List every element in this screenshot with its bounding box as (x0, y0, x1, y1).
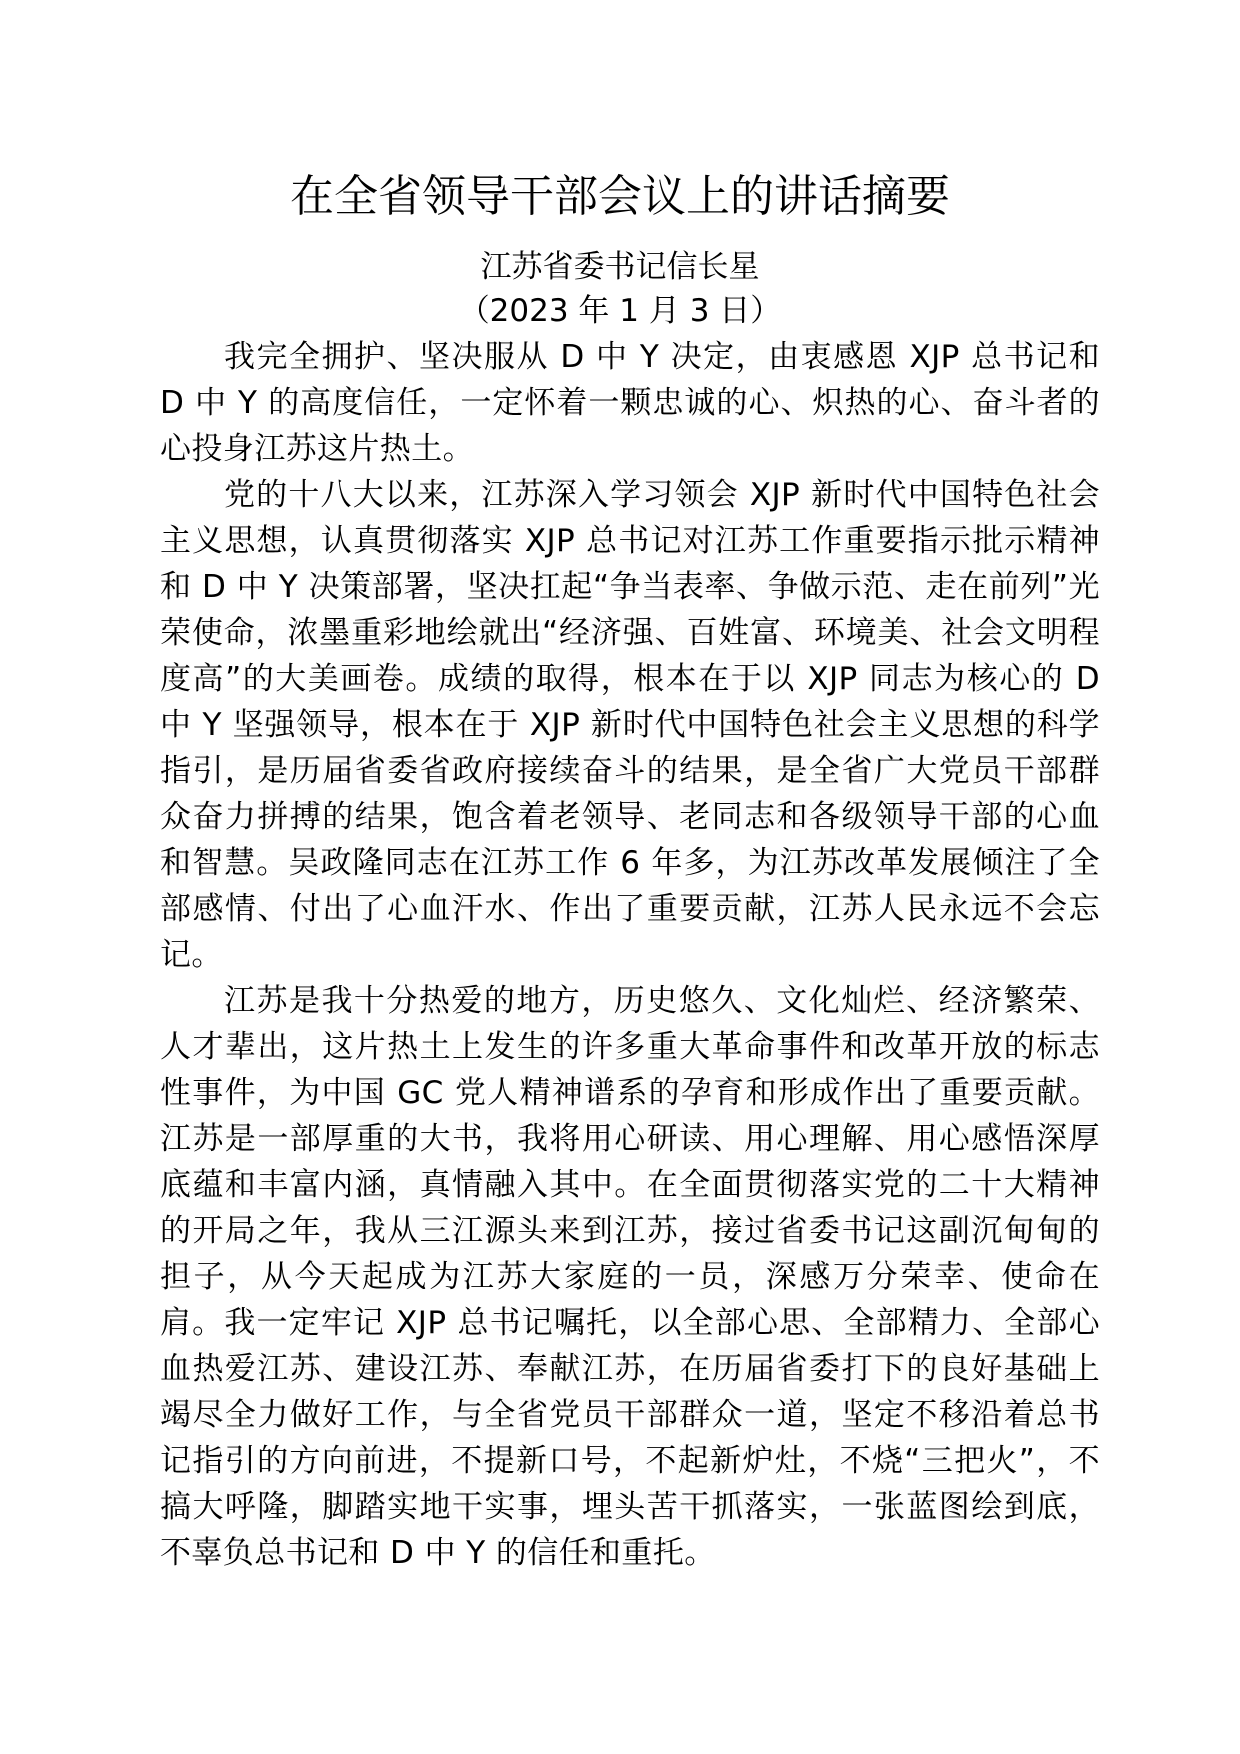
document-body (160, 334, 1100, 1576)
document-author: 江苏省委书记信长星 (480, 249, 760, 285)
paragraph: 党的十八大以来，江苏深入学习领会 XJP 新时代中国特色社会主义思想，认真贯彻落实 XJP 总书记对江苏工作重要指示批示精神和 D 中 Y 决策部署，坚决扛起“争当表率、争做示范、走在前列”光荣使命，浓墨重彩地绘就出“经济强、百姓富、环境美、社会文明程度高”的大美画卷。成绩的取得，根本在于以 XJP 同志为核心的 D 中 Y 坚强领导，根本在于 XJP 新时代中国特色社会主义思想的科学指引，是历届省委省政府接续奋斗的结果，是全省广大党员干部群众奋力拼搏的结果，饱含着老领导、老同志和各级领导干部的心血和智慧。吴政隆同志在江苏工作 6 年多，为江苏改革发展倾注了全部感情、付出了心血汗水、作出了重要贡献，江苏人民永远不会忘记。 (160, 477, 1101, 973)
paragraph: 我完全拥护、坚决服从 D 中 Y 决定，由衷感恩 XJP 总书记和 D 中 Y 的高度信任，一定怀着一颗忠诚的心、炽热的心、奋斗者的心投身江苏这片热土。 (160, 339, 1100, 467)
document-date: （2023 年 1 月 3 日） (458, 293, 782, 329)
paragraph: 江苏是我十分热爱的地方，历史悠久、文化灿烂、经济繁荣、人才辈出，这片热土上发生的许多重大革命事件和改革开放的标志性事件，为中国 GC 党人精神谱系的孕育和形成作出了重要贡献。江苏是一部厚重的大书，我将用心研读、用心理解、用心感悟深厚底蕴和丰富内涵，真情融入其中。在全面贯彻落实党的二十大精神的开局之年，我从三江源头来到江苏，接过省委书记这副沉甸甸的担子，从今天起成为江苏大家庭的一员，深感万分荣幸、使命在肩。我一定牢记 XJP 总书记嘱托，以全部心思、全部精力、全部心血热爱江苏、建设江苏、奉献江苏，在历届省委打下的良好基础上竭尽全力做好工作，与全省党员干部群众一道，坚定不移沿着总书记指引的方向前进，不提新口号，不起新炉灶，不烧“三把火”，不搞大呼隆，脚踏实地干实事，埋头苦干抓落实，一张蓝图绘到底，不辜负总书记和 D 中 Y 的信任和重托。 (160, 983, 1100, 1571)
document-title: 在全省领导干部会议上的讲话摘要 (290, 171, 950, 222)
